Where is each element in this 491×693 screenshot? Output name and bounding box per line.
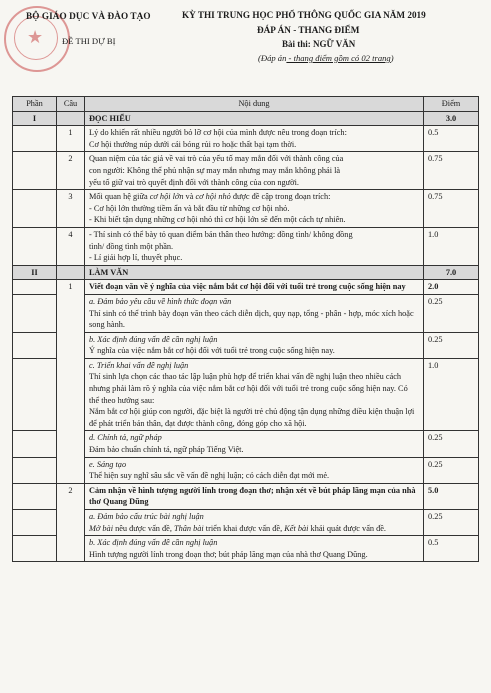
score-cell: 0.25	[424, 431, 479, 457]
page-note: (Đáp án - thang điểm gồm có 02 trang)	[258, 53, 394, 63]
criterion: e. Sáng tạo Thể hiện suy nghĩ sâu sắc về vấn đề nghị luận; có cách diễn đạt mới mẻ.	[85, 457, 424, 483]
question-number: 4	[57, 227, 85, 265]
answer-content: Lý do khiến rất nhiều người bỏ lỡ cơ hội của mình được nêu trong đoạn trích: Cơ hội thường núp dưới cái bóng rủi ro hoặc thất bại tạm thời.	[85, 126, 424, 152]
column-header-score: Điểm	[424, 97, 479, 112]
question-number: 1	[57, 126, 85, 152]
answer-content: Quan niệm của tác giả về vai trò của yếu tố may mắn đối với thành công của con người: Không thể phủ nhận sự may mắn nhưng may mắn không phải là yếu tố giữ vai trò quyết định đối với thành công của con người.	[85, 152, 424, 190]
score-cell: 0.25	[424, 294, 479, 332]
table-row	[13, 227, 479, 265]
criterion: a. Đảm bảo cấu trúc bài nghị luận Mở bài nêu được vấn đề, Thân bài triển khai được vấn đề, Kết bài khái quát được vấn đề.	[85, 510, 424, 536]
table-row	[13, 126, 479, 152]
score-cell: 0.5	[424, 126, 479, 152]
part-number: I	[13, 111, 57, 126]
task-title: Cảm nhận về hình tượng người lính trong đoạn thơ; nhận xét về bút pháp lãng mạn của nhà thơ Quang Dũng	[85, 483, 424, 509]
answer-title: ĐÁP ÁN - THANG ĐIỂM	[257, 25, 360, 35]
section-score: 7.0	[424, 265, 479, 280]
score-cell: 0.5	[424, 536, 479, 562]
section-title: ĐỌC HIỂU	[85, 111, 424, 126]
question-number: 2	[57, 483, 85, 562]
answer-table	[12, 96, 479, 562]
column-header-part: Phần	[13, 97, 57, 112]
document-header	[0, 0, 491, 90]
section-score: 3.0	[424, 111, 479, 126]
part-number: II	[13, 265, 57, 280]
table-row	[13, 190, 479, 228]
task-title: Viết đoạn văn về ý nghĩa của việc nắm bắt cơ hội đối với tuổi trẻ trong cuộc sống hiện nay	[85, 280, 424, 295]
criterion: b. Xác định đúng vấn đề cần nghị luận Ý nghĩa của việc nắm bắt cơ hội đối với tuổi trẻ trong cuộc sống hiện nay.	[85, 332, 424, 358]
answer-content: - Thí sinh có thể bày tỏ quan điểm bản thân theo hướng: đồng tình/ không đồng tình/ đồng tình một phần. - Lí giải hợp lí, thuyết phục.	[85, 227, 424, 265]
section-title: LÀM VĂN	[85, 265, 424, 280]
exam-type: ĐỀ THI DỰ BỊ	[62, 36, 116, 46]
ministry-name: BỘ GIÁO DỤC VÀ ĐÀO TẠO	[26, 11, 151, 21]
question-number: 1	[57, 280, 85, 484]
criterion: a. Đảm bảo yêu cầu về hình thức đoạn văn Thí sinh có thể trình bày đoạn văn theo cách diễn dịch, quy nạp, tổng - phân - hợp, móc xích hoặc song hành.	[85, 294, 424, 332]
criterion: b. Xác định đúng vấn đề cần nghị luận Hình tượng người lính trong đoạn thơ; bút pháp lãng mạn của nhà thơ Quang Dũng.	[85, 536, 424, 562]
criterion: d. Chính tả, ngữ pháp Đảm bảo chuẩn chính tả, ngữ pháp Tiếng Việt.	[85, 431, 424, 457]
section-row	[13, 265, 479, 280]
table-row	[13, 483, 479, 509]
score-cell: 0.75	[424, 190, 479, 228]
exam-title: KỲ THI TRUNG HỌC PHỔ THÔNG QUỐC GIA NĂM 2019	[182, 10, 426, 20]
table-row	[13, 280, 479, 295]
question-number: 3	[57, 190, 85, 228]
table-header-row	[13, 97, 479, 112]
criterion: c. Triển khai vấn đề nghị luận Thí sinh lựa chọn các thao tác lập luận phù hợp để triển khai vấn đề nghị luận theo nhiều cách nhưng phải làm rõ ý nghĩa của việc nắm bắt cơ hội đối với tuổi trẻ trong cuộc sống hiện nay. Có thể theo hướng sau: Nắm bắt cơ hội giúp con người, đặc biệt là người trẻ chủ động tận dụng những điều kiện thuận lợi để phát triển bản thân, đạt được thành công, đóng góp cho xã hội.	[85, 358, 424, 431]
subject-title: Bài thi: NGỮ VĂN	[282, 39, 356, 49]
score-cell: 1.0	[424, 358, 479, 431]
score-cell: 0.75	[424, 152, 479, 190]
score-cell: 0.25	[424, 510, 479, 536]
score-cell: 1.0	[424, 227, 479, 265]
question-number: 2	[57, 152, 85, 190]
score-cell: 0.25	[424, 332, 479, 358]
answer-content: Mối quan hệ giữa cơ hội lớn và cơ hội nhỏ được đề cập trong đoạn trích: - Cơ hội lớn thường tiềm ẩn và bắt đầu từ những cơ hội nhỏ. - Khi biết tận dụng những cơ hội nhỏ thì cơ hội lớn sẽ đến một cách tự nhiên.	[85, 190, 424, 228]
table-row	[13, 152, 479, 190]
score-cell: 0.25	[424, 457, 479, 483]
star-icon: ★	[27, 27, 44, 47]
score-cell: 5.0	[424, 483, 479, 509]
score-cell: 2.0	[424, 280, 479, 295]
section-row	[13, 111, 479, 126]
column-header-question: Câu	[57, 97, 85, 112]
column-header-content: Nội dung	[85, 97, 424, 112]
